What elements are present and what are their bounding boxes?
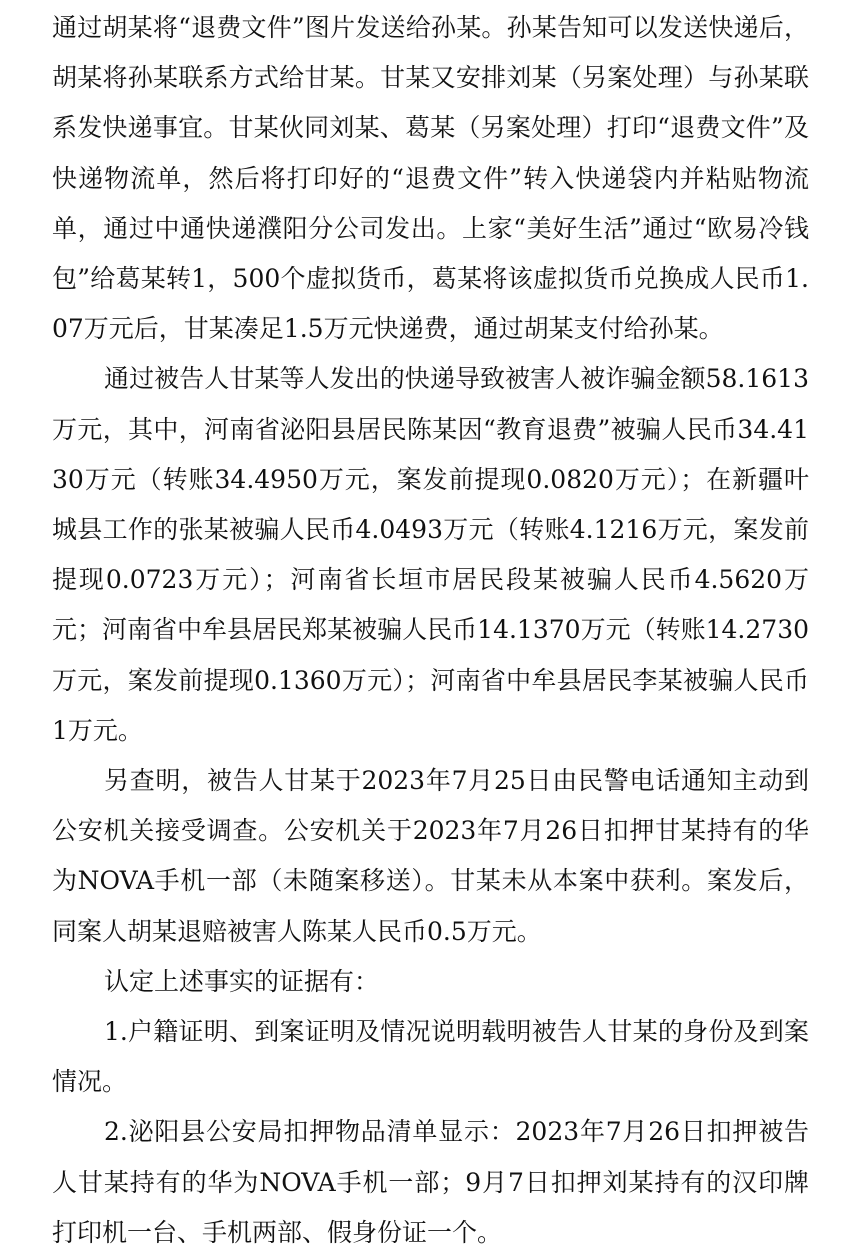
evidence-heading: 认定上述事实的证据有：: [104, 966, 380, 996]
paragraph-2: 通过被告人甘某等人发出的快递导致被害人被诈骗金额58.1613万元，其中，河南省泌阳县居民陈某因“教育退费”被骗人民币34.4130万元（转账34.4950万元，案发前提现0.0820万元）；在新疆叶城县工作的张某被骗人民币4.0493万元（转账4.1216万元，案发前提现0.0723万元）；河南省长垣市居民段某被骗人民币4.5620万元；河南省中牟县居民郑某被骗人民币14.1370万元（转账14.2730万元，案发前提现0.1360万元）；河南省中牟县居民李某被骗人民币1万元。: [52, 364, 809, 745]
paragraph-1: 通过胡某将“退费文件”图片发送给孙某。孙某告知可以发送快递后，胡某将孙某联系方式给甘某。甘某又安排刘某（另案处理）与孙某联系发快递事宜。甘某伙同刘某、葛某（另案处理）打印“退费文件”及快递物流单，然后将打印好的“退费文件”转入快递袋内并粘贴物流单，通过中通快递濮阳分公司发出。上家“美好生活”通过“欧易冷钱包”给葛某转1，500个虚拟货币，葛某将该虚拟货币兑换成人民币1.07万元后，甘某凑足1.5万元快递费，通过胡某支付给孙某。: [52, 13, 809, 344]
paragraph-3: 另查明，被告人甘某于2023年7月25日由民警电话通知主动到公安机关接受调查。公安机关于2023年7月26日扣押甘某持有的华为NOVA手机一部（未随案移送）。甘某未从本案中获利。案发后，同案人胡某退赔被害人陈某人民币0.5万元。: [52, 766, 809, 946]
evidence-item-2: 2.泌阳县公安局扣押物品清单显示：2023年7月26日扣押被告人甘某持有的华为NOVA手机一部；9月7日扣押刘某持有的汉印牌打印机一台、手机两部、假身份证一个。: [52, 1117, 809, 1247]
evidence-item-1: 1.户籍证明、到案证明及情况说明载明被告人甘某的身份及到案情况。: [52, 1017, 809, 1097]
